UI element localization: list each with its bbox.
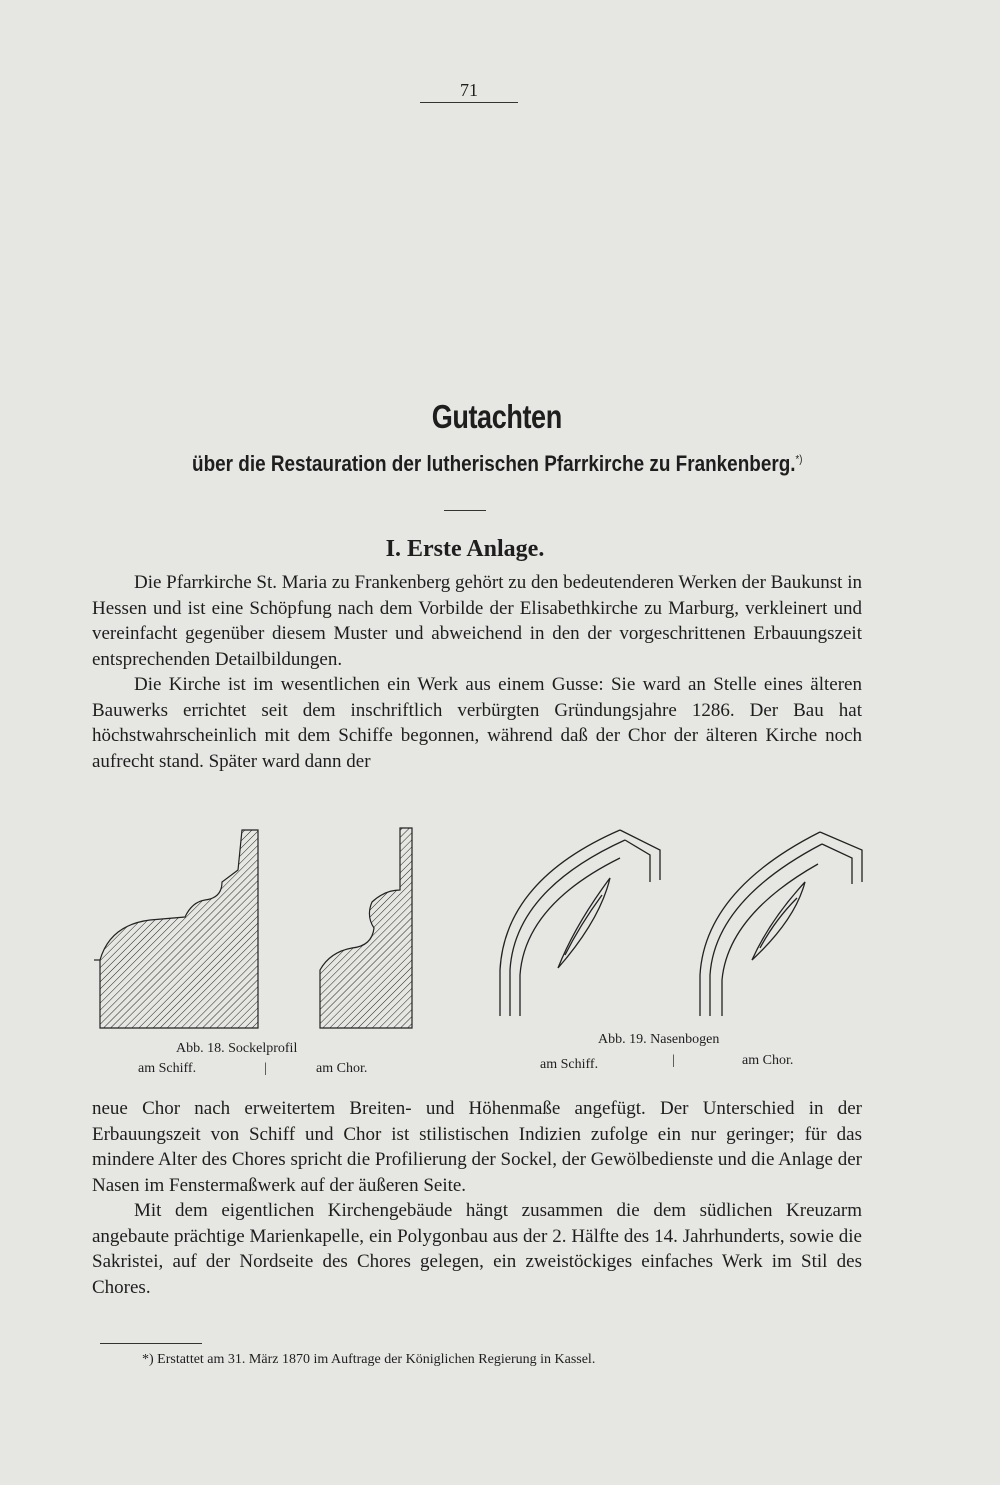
paragraph: Die Kirche ist im wesentlichen ein Werk aus einem Gusse: Sie ward an Stelle eines älteren Bauwerks errichtet seit dem inschriftlich verbürgten Gründungsjahre 1286. Der Bau hat höchstwahrscheinlich mit dem Schiffe begonnen, während daß der Chor der älteren Kirche noch aufrecht stand. Später ward dann der	[92, 674, 862, 772]
footnote: *) Erstattet am 31. März 1870 im Auftrage der Königlichen Regierung in Kassel.	[142, 1352, 596, 1367]
paragraph: neue Chor nach erweitertem Breiten- und Höhenmaße angefügt. Der Unterschied in der Erbauungszeit von Schiff und Chor ist stilistischen Indizien zufolge ein nur geringer; für das mindere Alter des Chores spricht die Profilierung der Sockel, der Gewölbedienste und die Anlage der Nasen im Fenstermaßwerk auf der äußeren Seite.	[92, 1098, 862, 1196]
fig18-separator: |	[264, 1061, 267, 1076]
fig18-caption	[176, 1040, 297, 1058]
fig19-label: Abb. 19.	[598, 1032, 647, 1047]
fig18-right-caption: am Chor.	[316, 1061, 368, 1076]
title-divider	[444, 510, 486, 511]
nasenbogen-chor	[700, 832, 862, 1016]
nasenbogen-schiff	[500, 830, 660, 1016]
document-title: Gutachten	[431, 398, 562, 435]
fig19-left-caption: am Schiff.	[540, 1057, 599, 1072]
body-text-bottom	[92, 1096, 862, 1300]
subtitle-footnote-mark: *)	[795, 453, 803, 466]
page-number: 71	[420, 78, 518, 103]
paragraph: Die Pfarrkirche St. Maria zu Frankenberg gehört zu den bedeutenderen Werken der Baukunst in Hessen und ist eine Schöpfung nach dem Vorbilde der Elisabethkirche zu Marburg, verkleinert und vereinfacht gegenüber diesem Muster und abweichend in den der vorgeschrittenen Erbauungszeit entsprechenden Detailbildungen.	[92, 572, 862, 670]
document-subtitle	[67, 451, 927, 477]
body-text-top	[92, 570, 862, 774]
fig19-title: Nasenbogen	[650, 1032, 720, 1047]
fig19-caption	[598, 1031, 719, 1049]
figures	[0, 820, 1000, 1090]
section-heading: I. Erste Anlage.	[385, 536, 545, 562]
paragraph: Mit dem eigentlichen Kirchengebäude hängt zusammen die dem südlichen Kreuzarm angebaute prächtige Marienkapelle, ein Polygonbau aus der 2. Hälfte des 14. Jahrhunderts, sowie die Sakristei, auf der Nordseite des Chores gelegen, ein zweistöckiges einfaches Werk im Stil des Chores.	[92, 1200, 862, 1298]
fig18-label: Abb. 18.	[176, 1041, 225, 1056]
footnote-divider	[100, 1343, 202, 1344]
fig19-right-caption: am Chor.	[742, 1053, 794, 1068]
fig19-separator: |	[672, 1053, 675, 1068]
figure-drawings	[0, 820, 1000, 1090]
subtitle-text: über die Restauration der lutherischen Pfarrkirche zu Frankenberg.	[192, 451, 796, 476]
fig18-title: Sockelprofil	[228, 1041, 298, 1056]
fig18-left-caption: am Schiff.	[138, 1061, 197, 1076]
sockel-profile-chor	[320, 828, 412, 1028]
sockel-profile-schiff	[94, 830, 258, 1028]
